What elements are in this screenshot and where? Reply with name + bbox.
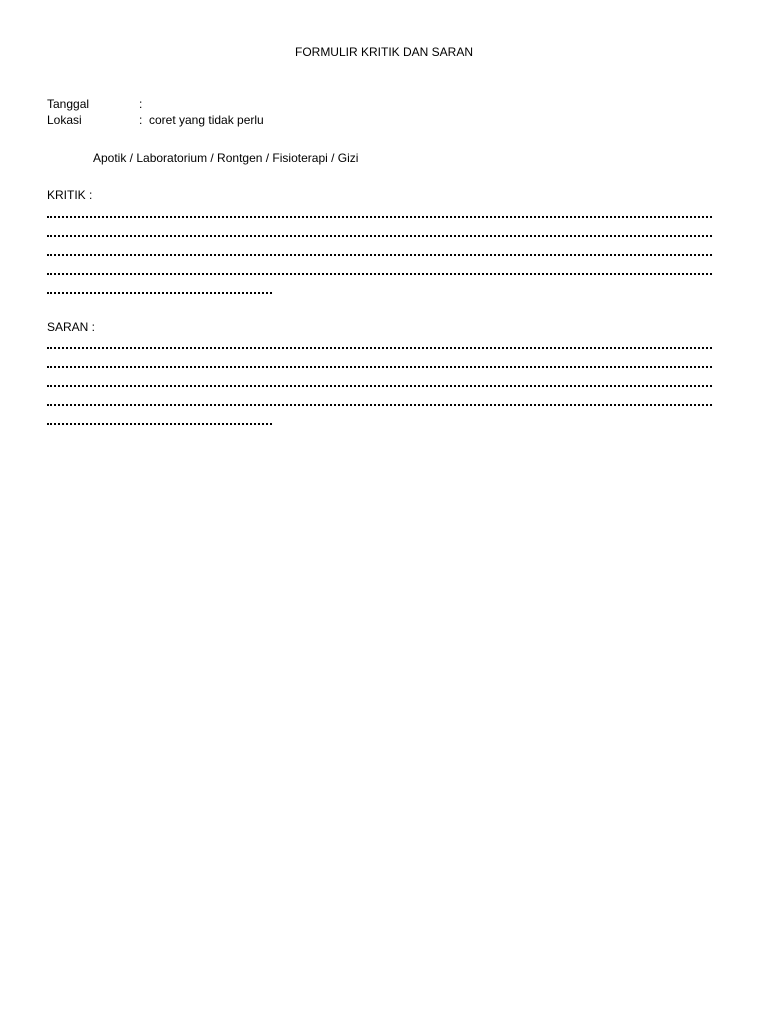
lokasi-value: coret yang tidak perlu <box>149 113 264 127</box>
tanggal-label: Tanggal <box>47 97 90 111</box>
kritik-label: KRITIK : <box>47 188 93 202</box>
saran-label: SARAN : <box>47 320 96 334</box>
saran-line[interactable] <box>47 401 712 406</box>
kritik-line[interactable] <box>47 232 712 237</box>
lokasi-label: Lokasi <box>47 113 82 127</box>
lokasi-row <box>47 112 264 128</box>
location-options: Apotik / Laboratorium / Rontgen / Fisioterapi / Gizi <box>93 151 359 165</box>
saran-line[interactable] <box>47 344 712 349</box>
lokasi-colon: : <box>139 113 143 127</box>
tanggal-colon: : <box>139 97 143 111</box>
page-title: FORMULIR KRITIK DAN SARAN <box>294 45 474 59</box>
kritik-line[interactable] <box>47 289 272 294</box>
saran-line[interactable] <box>47 363 712 368</box>
saran-line[interactable] <box>47 420 272 425</box>
saran-line[interactable] <box>47 382 712 387</box>
kritik-line[interactable] <box>47 213 712 218</box>
kritik-line[interactable] <box>47 270 712 275</box>
tanggal-row <box>47 96 149 112</box>
kritik-line[interactable] <box>47 251 712 256</box>
